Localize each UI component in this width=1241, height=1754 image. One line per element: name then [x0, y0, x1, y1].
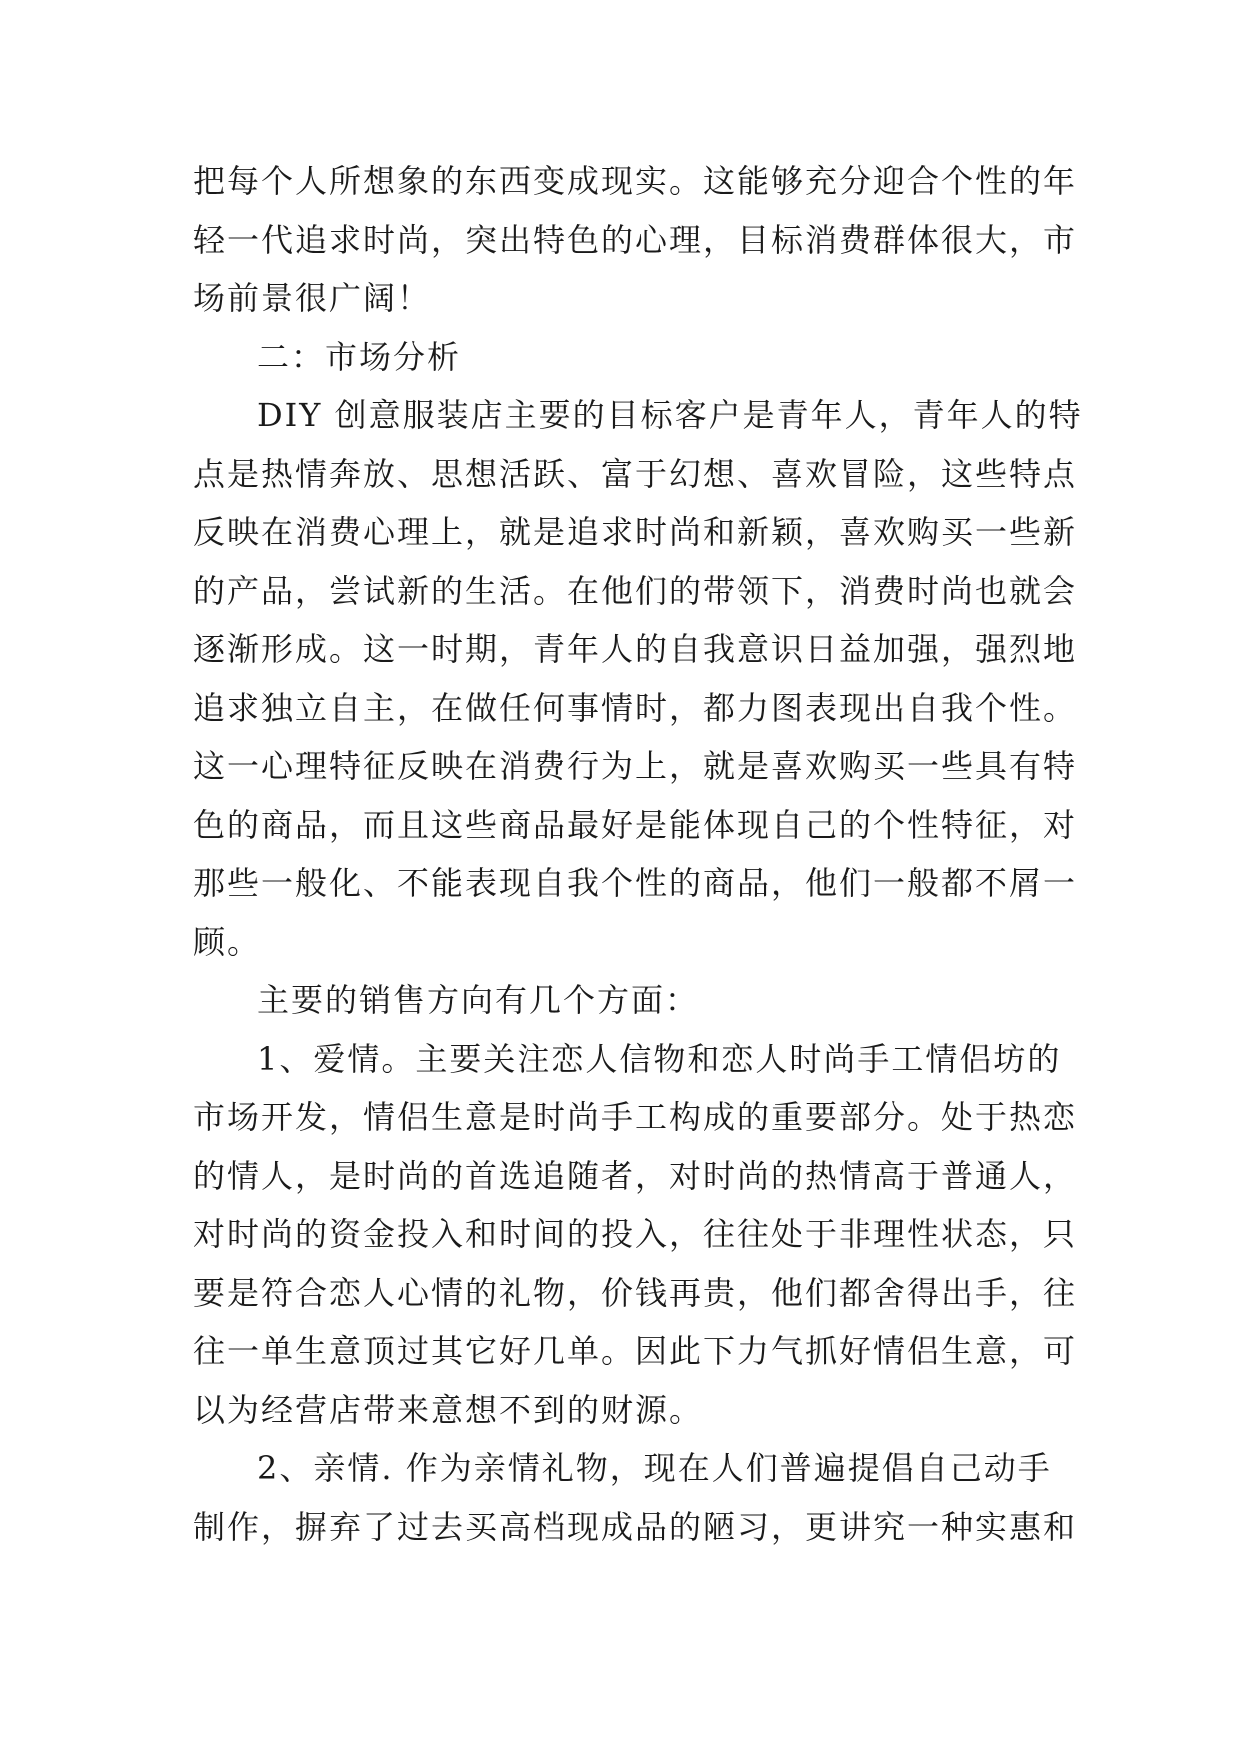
- text-line: 场前景很广阔！: [193, 279, 432, 317]
- text-line: DIY 创意服装店主要的目标客户是青年人，青年人的特: [257, 396, 1083, 434]
- list-item: 2、亲情. 作为亲情礼物，现在人们普遍提倡自己动手: [257, 1449, 1052, 1487]
- text-line: 的情人，是时尚的首选追随者，对时尚的热情高于普通人，: [193, 1156, 1078, 1195]
- text-line: 市场开发，情侣生意是时尚手工构成的重要部分。处于热恋: [193, 1098, 1078, 1136]
- body-text: [193, 152, 1083, 1556]
- list-item: 1、爱情。主要关注恋人信物和恋人时尚手工情侣坊的: [257, 1039, 1062, 1078]
- text-line: 色的商品，而且这些商品最好是能体现自己的个性特征，对: [193, 805, 1078, 844]
- text-line: 的产品，尝试新的生活。在他们的带领下，消费时尚也就会: [193, 571, 1078, 610]
- text-line: 要是符合恋人心情的礼物，价钱再贵，他们都舍得出手，往: [193, 1273, 1078, 1312]
- text-line: 这一心理特征反映在消费行为上，就是喜欢购买一些具有特: [193, 747, 1078, 785]
- text-line: 制作，摒弃了过去买高档现成品的陋习，更讲究一种实惠和: [193, 1507, 1078, 1546]
- text-line: 反映在消费心理上，就是追求时尚和新颖，喜欢购买一些新: [193, 513, 1078, 551]
- text-line: 点是热情奔放、思想活跃、富于幻想、喜欢冒险，这些特点: [193, 454, 1078, 493]
- text-line: 主要的销售方向有几个方面：: [257, 981, 700, 1019]
- text-line: 那些一般化、不能表现自我个性的商品，他们一般都不屑一: [193, 864, 1078, 902]
- section-heading: 二：市场分析: [257, 337, 462, 376]
- text-line: 把每个人所想象的东西变成现实。这能够充分迎合个性的年: [193, 162, 1078, 200]
- text-line: 顾。: [193, 922, 262, 961]
- text-line: 逐渐形成。这一时期，青年人的自我意识日益加强，强烈地: [193, 630, 1078, 668]
- text-line: 以为经营店带来意想不到的财源。: [193, 1390, 704, 1429]
- text-line: 对时尚的资金投入和时间的投入，往往处于非理性状态，只: [193, 1215, 1078, 1253]
- text-line: 轻一代追求时尚，突出特色的心理，目标消费群体很大，市: [193, 220, 1078, 259]
- text-line: 追求独立自主，在做任何事情时，都力图表现出自我个性。: [193, 688, 1078, 727]
- text-line: 往一单生意顶过其它好几单。因此下力气抓好情侣生意，可: [193, 1332, 1078, 1370]
